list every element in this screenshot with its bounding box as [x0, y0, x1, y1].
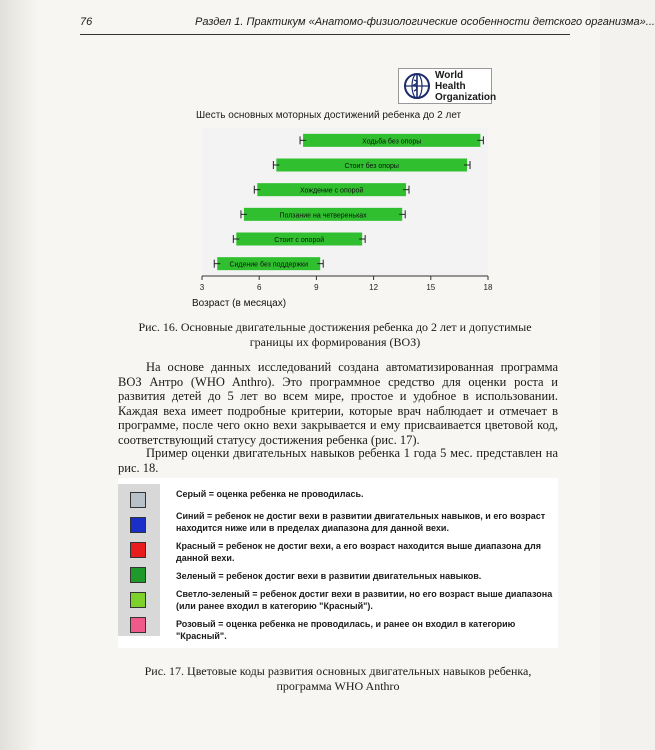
swatch-column — [118, 484, 160, 636]
x-tick-label-3: 3 — [199, 283, 205, 292]
motor-milestones-chart — [190, 120, 500, 310]
plot-area — [202, 128, 488, 276]
swatch-green — [130, 567, 146, 583]
x-tick-label-6: 6 — [256, 283, 262, 292]
who-logo-line2: Organization — [435, 91, 497, 103]
chart-title: Шесть основных моторных достижений ребенка до 2 лет — [196, 110, 462, 121]
legend-item-pink: Розовый = оценка ребенка не проводилась, и ранее он входил в категорию "Красный". — [176, 619, 516, 641]
running-title: Раздел 1. Практикум «Анатомо-физиологические особенности детского организма»... — [195, 16, 655, 28]
legend-item-gray: Серый = оценка ребенка не проводилась. — [176, 489, 364, 499]
x-tick-label-9: 9 — [314, 283, 319, 292]
x-tick-label-12: 12 — [369, 283, 379, 292]
page-number: 76 — [80, 16, 93, 28]
legend-item-green: Зеленый = ребенок достиг вехи в развитии двигательных навыков. — [176, 571, 482, 581]
milestone-5-label: Стоит с опорой — [274, 237, 325, 244]
x-tick-label-15: 15 — [426, 283, 436, 292]
figure-17-caption: Рис. 17. Цветовые коды развития основных двигательных навыков ребенка, программа WHO Anthro — [144, 664, 532, 693]
x-tick-label-18: 18 — [483, 283, 493, 292]
legend-item-red: Красный = ребенок не достиг вехи, а его возраст находится выше диапазона для данной вехи. — [176, 541, 541, 563]
who-logo-line1: World Health — [435, 69, 466, 92]
swatch-gray — [130, 492, 146, 508]
swatch-light-green — [130, 592, 146, 608]
color-code-legend — [118, 478, 558, 648]
swatch-red — [130, 542, 146, 558]
legend-item-blue: Синий = ребенок не достиг вехи в развитии двигательных навыков, и его возраст находится ниже или в пределах диапазона для данной вехи. — [176, 511, 546, 533]
swatch-blue — [130, 517, 146, 533]
milestone-1-label: Ходьба без опоры — [362, 138, 422, 146]
legend-item-light-green: Светло-зеленый = ребенок достиг вехи в развитии, но его возраст выше диапазона (или ранее входил в категорию "Красный"). — [176, 589, 553, 611]
x-axis-label: Возраст (в месяцах) — [192, 298, 287, 309]
running-header — [80, 14, 655, 35]
page-gutter-shadow — [0, 0, 38, 750]
milestone-6-label: Сидение без поддержки — [229, 261, 308, 269]
paragraph-2: Пример оценки двигательных навыков ребенка 1 года 5 мес. представлен на рис. 18. — [118, 446, 558, 475]
paragraph-1: На основе данных исследований создана автоматизированная программа ВОЗ Антро (WHO Anthro). Это программное средство для оценки роста и развития детей до 5 лет во всем мире, простое и удобное в использовании. Каждая веха имеет подробные критерии, которые врач наблюдает и отмечает в программе, после чего окно вехи закрывается и ему присваивается цветовой код, соответствующий статусу достижения ребенка (рис. 17). — [118, 360, 558, 447]
milestone-2-label: Стоит без опоры — [344, 163, 399, 170]
figure-16-caption: Рис. 16. Основные двигательные достижения ребенка до 2 лет и допустимые границы их формирования (ВОЗ) — [138, 320, 532, 349]
milestone-4-label: Ползание на четвереньках — [279, 212, 367, 220]
swatch-pink — [130, 617, 146, 633]
globe-emblem-icon — [403, 72, 431, 100]
who-logo — [398, 68, 497, 104]
who-logo-text — [435, 70, 496, 103]
milestone-3-label: Хождение с опорой — [299, 187, 364, 195]
